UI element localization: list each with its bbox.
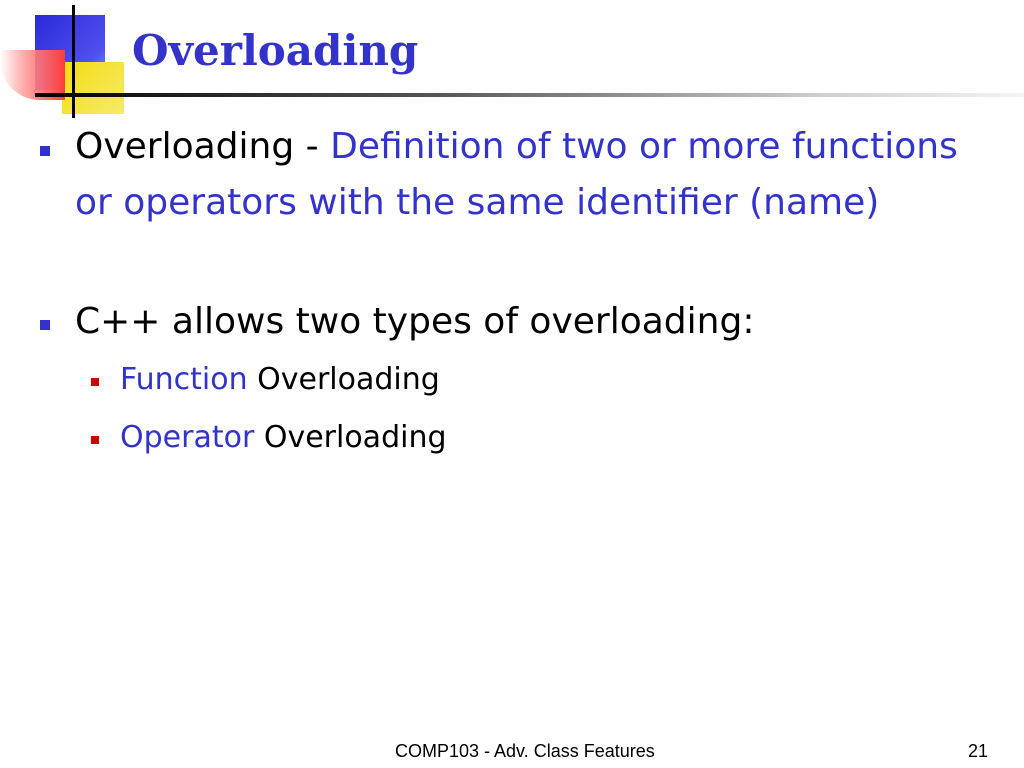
- sub-bullet-marker: [91, 436, 99, 444]
- bullet-definition-text: Definition of two or more functions or operators with the same identifier (name): [75, 126, 958, 223]
- page-number: 21: [968, 741, 989, 761]
- sub-bullet-function-overloading: [120, 358, 920, 402]
- sub-bullet-marker: [91, 378, 99, 386]
- slide-title: Overloading: [132, 26, 419, 75]
- sub-bullet-operator-overloading: [120, 416, 920, 460]
- sub-bullet-rest: Overloading: [247, 362, 440, 397]
- title-underline: [35, 93, 1024, 97]
- bullet-marker: [40, 320, 50, 330]
- footer-text: COMP103 - Adv. Class Features: [395, 741, 655, 761]
- decor-vertical-line: [72, 5, 75, 118]
- sub-bullet-highlight: Operator: [120, 420, 255, 455]
- bullet-marker: [40, 146, 50, 156]
- sub-bullet-highlight: Function: [120, 362, 248, 397]
- bullet-separator: -: [294, 126, 331, 167]
- sub-bullet-rest: Overloading: [254, 420, 447, 455]
- bullet-term: Overloading: [75, 126, 295, 167]
- bullet-overloading-types: C++ allows two types of overloading:: [75, 301, 755, 342]
- bullet-definition: [75, 119, 975, 231]
